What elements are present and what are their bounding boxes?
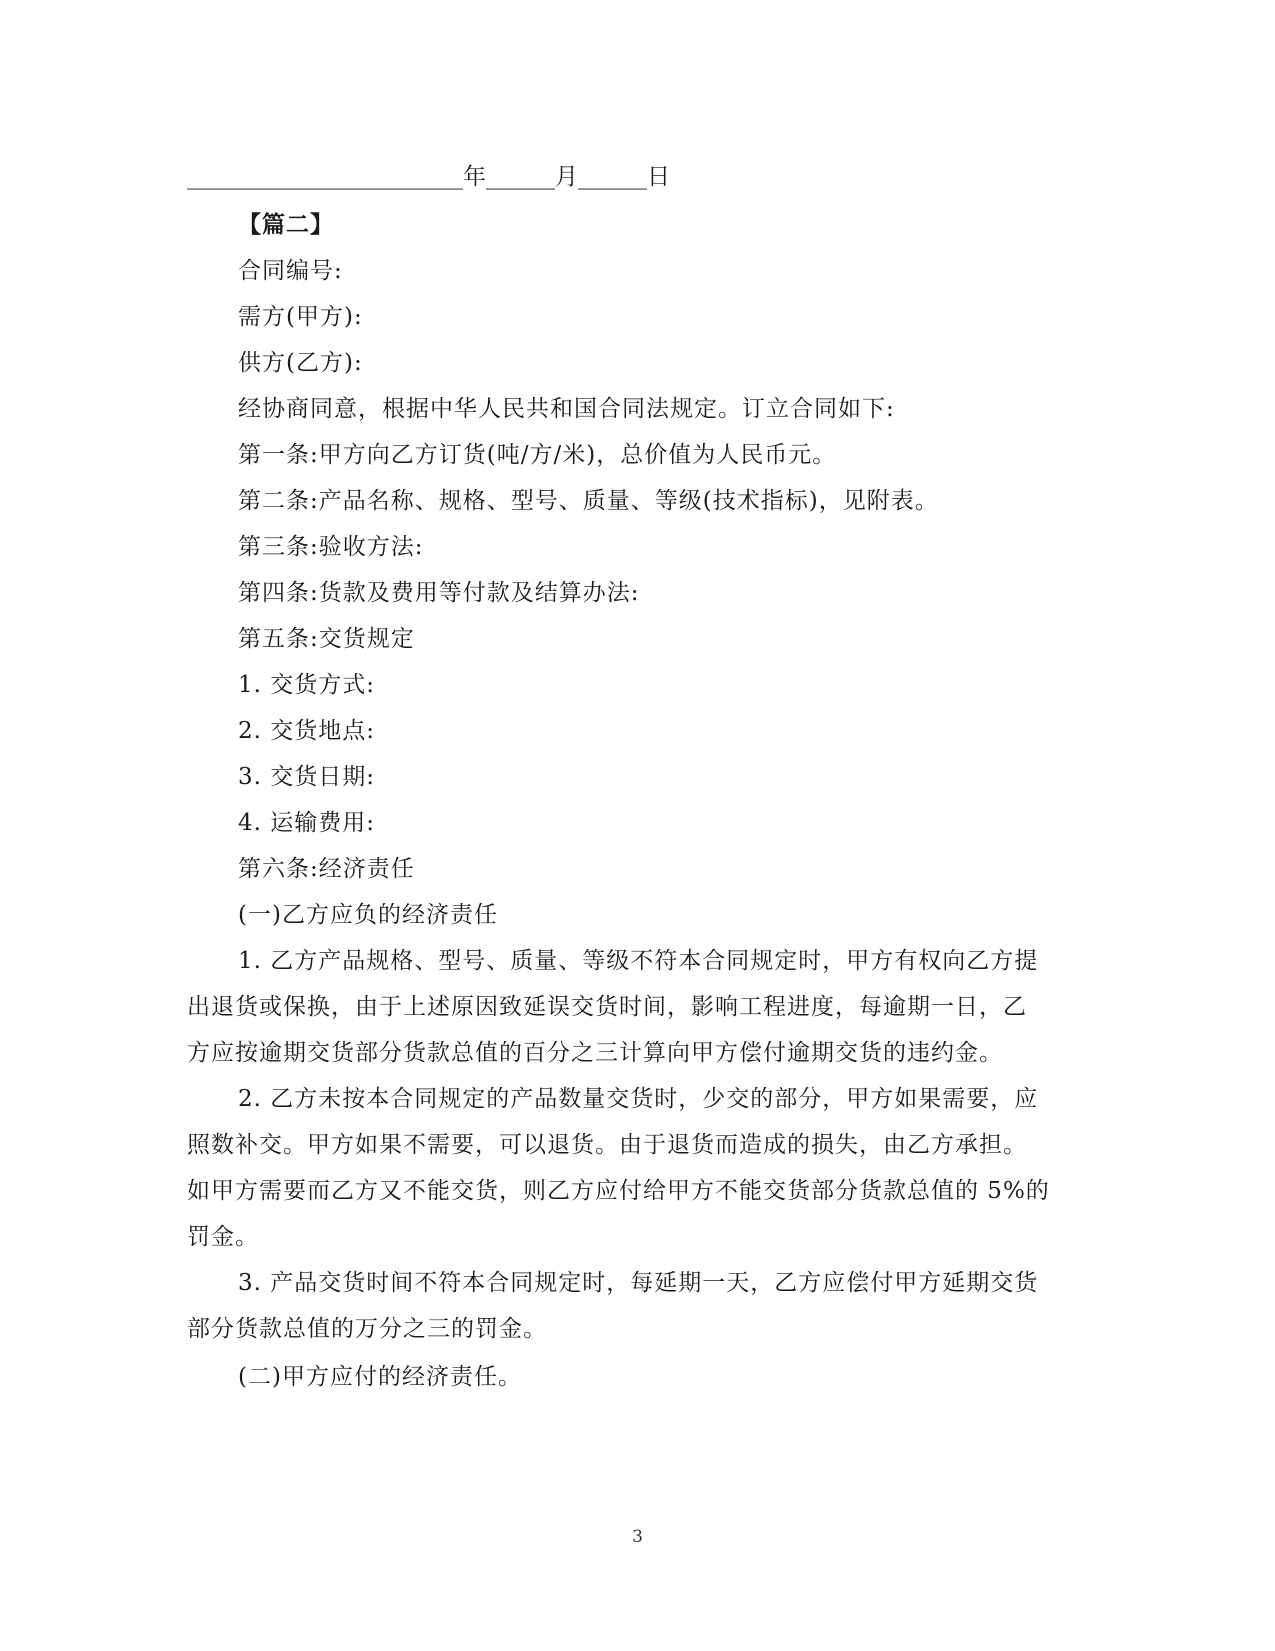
clause-3-line-1: 3. 产品交货时间不符本合同规定时，每延期一天，乙方应偿付甲方延期交货 [238, 1270, 1039, 1296]
delivery-method: 1. 交货方式: [238, 672, 376, 698]
clause-1-line-2: 出退货或保换，由于上述原因致延误交货时间，影响工程进度，每逾期一日，乙 [187, 994, 1027, 1020]
section-title: 【篇二】 [238, 211, 334, 238]
clause-2-line-1: 2. 乙方未按本合同规定的产品数量交货时，少交的部分，甲方如果需要，应 [238, 1086, 1039, 1112]
delivery-date: 3. 交货日期: [238, 764, 376, 790]
seller-field: 供方(乙方): [238, 350, 363, 376]
clause-1-line-1: 1. 乙方产品规格、型号、质量、等级不符本合同规定时，甲方有权向乙方提 [238, 948, 1039, 974]
buyer-field: 需方(甲方): [238, 304, 363, 330]
page-number: 3 [632, 1527, 643, 1547]
delivery-transport-cost: 4. 运输费用: [238, 810, 376, 836]
clause-3-line-2: 部分货款总值的万分之三的罚金。 [187, 1316, 547, 1342]
delivery-location: 2. 交货地点: [238, 718, 376, 744]
subsection-1-title: (一)乙方应负的经济责任 [238, 902, 498, 928]
intro-paragraph: 经协商同意，根据中华人民共和国合同法规定。订立合同如下: [238, 396, 895, 422]
article-5: 第五条:交货规定 [238, 626, 415, 652]
clause-2-line-4: 罚金。 [187, 1224, 259, 1250]
article-1: 第一条:甲方向乙方订货(吨/方/米)，总价值为人民币元。 [238, 442, 837, 468]
clause-1-line-3: 方应按逾期交货部分货款总值的百分之三计算向甲方偿付逾期交货的违约金。 [187, 1040, 1003, 1066]
contract-number-field: 合同编号: [238, 258, 343, 284]
article-2: 第二条:产品名称、规格、型号、质量、等级(技术指标)，见附表。 [238, 488, 939, 514]
clause-2-line-3: 如甲方需要而乙方又不能交货，则乙方应付给甲方不能交货部分货款总值的 5%的 [187, 1178, 1050, 1204]
article-3: 第三条:验收方法: [238, 534, 424, 560]
subsection-2-title: (二)甲方应付的经济责任。 [238, 1364, 522, 1390]
article-6: 第六条:经济责任 [238, 856, 415, 882]
date-signature-line: ________________________年______月______日 [187, 164, 670, 190]
article-4: 第四条:货款及费用等付款及结算办法: [238, 580, 640, 606]
clause-2-line-2: 照数补交。甲方如果不需要，可以退货。由于退货而造成的损失，由乙方承担。 [187, 1132, 1027, 1158]
